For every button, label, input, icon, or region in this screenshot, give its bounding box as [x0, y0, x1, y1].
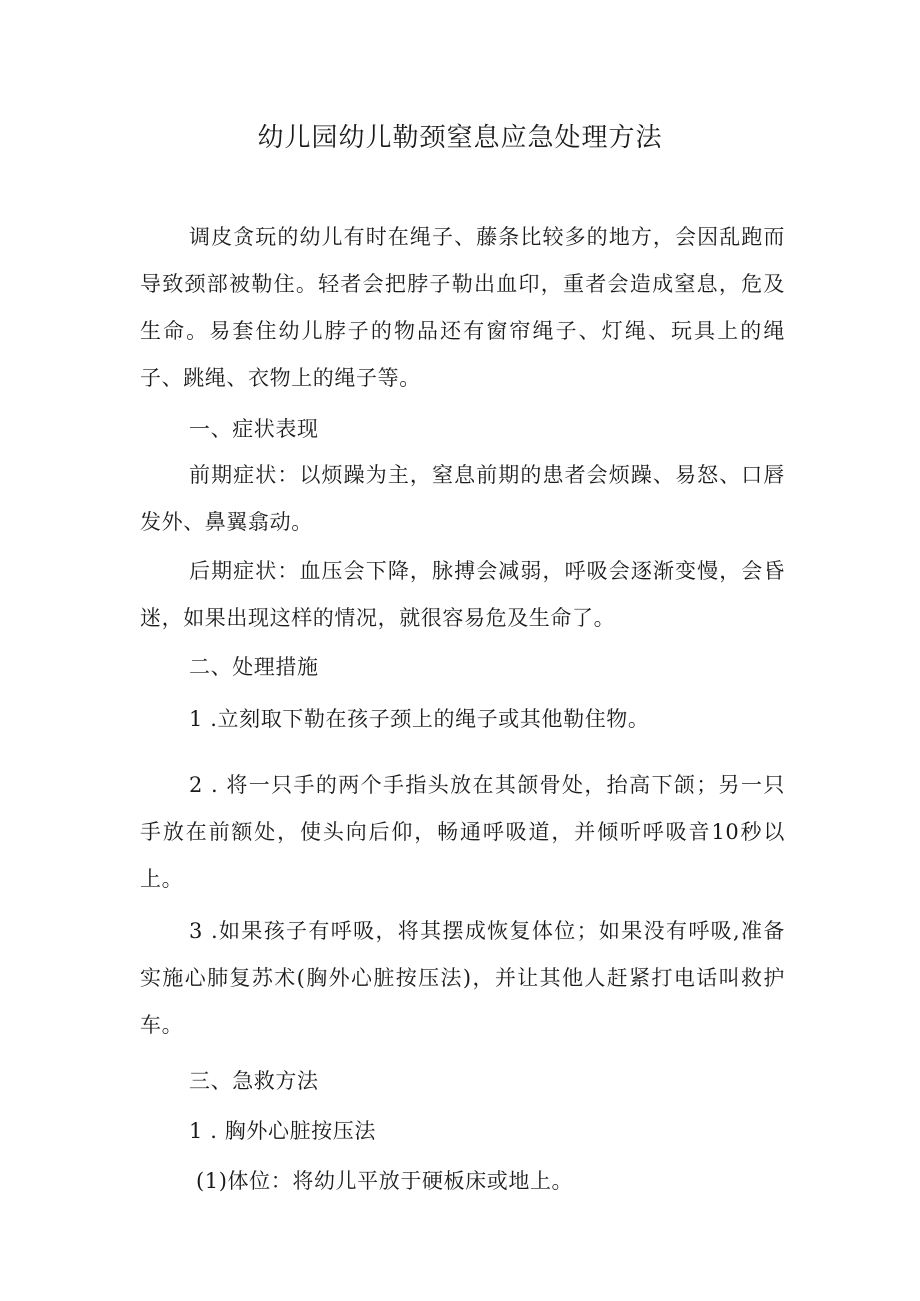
first-aid-item-1: 1 . 胸外心脏按压法	[189, 1119, 376, 1143]
section-heading-first-aid: 三、急救方法	[189, 1069, 319, 1093]
first-aid-item-1-sub-1: (1)体位：将幼儿平放于硬板床或地上。	[196, 1169, 574, 1193]
measure-step-3: 3 .如果孩子有呼吸，将其摆成恢复体位；如果没有呼吸,准备实施心肺复苏术(胸外心脏按压法)，并让其他人赶紧打电话叫救护车。	[140, 919, 785, 1037]
section-heading-measures: 二、处理措施	[189, 655, 319, 679]
document-title: 幼儿园幼儿勒颈窒息应急处理方法	[257, 123, 663, 153]
intro-paragraph: 调皮贪玩的幼儿有时在绳子、藤条比较多的地方，会因乱跑而导致颈部被勒住。轻者会把脖子勒出血印，重者会造成窒息，危及生命。易套住幼儿脖子的物品还有窗帘绳子、灯绳、玩具上的绳子、跳绳、衣物上的绳子等。	[140, 225, 785, 390]
early-symptoms-paragraph: 前期症状：以烦躁为主，窒息前期的患者会烦躁、易怒、口唇发外、鼻翼翕动。	[140, 463, 785, 534]
measure-step-1: 1 .立刻取下勒在孩子颈上的绳子或其他勒住物。	[189, 707, 650, 731]
section-heading-symptoms: 一、症状表现	[189, 417, 319, 441]
late-symptoms-paragraph: 后期症状：血压会下降，脉搏会减弱，呼吸会逐渐变慢，会昏迷，如果出现这样的情况，就很容易危及生命了。	[140, 559, 785, 630]
measure-step-2: 2 . 将一只手的两个手指头放在其颌骨处，抬高下颌；另一只手放在前额处，使头向后仰，畅通呼吸道，并倾听呼吸音10秒以上。	[140, 773, 785, 891]
